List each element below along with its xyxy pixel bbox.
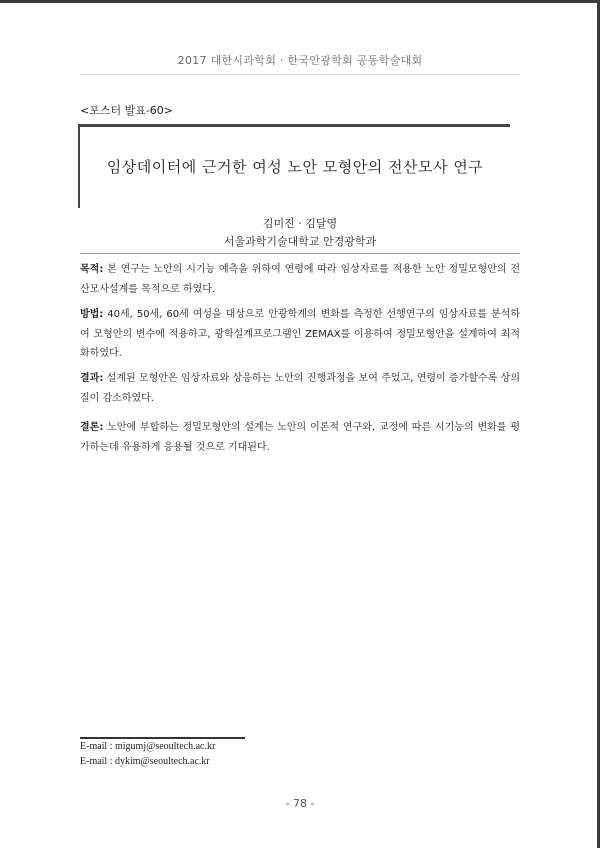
results-text: 설계된 모형안은 임상자료와 상응하는 노안의 진행과정을 보여 주었고, 연령이 증가할수록 상의 질이 감소하였다. bbox=[80, 373, 520, 404]
conclusion-heading: 결론: bbox=[80, 422, 104, 433]
author-affiliation: 서울과학기술대학교 안경광학과 bbox=[223, 235, 377, 248]
email-footnote-2: E-mail : dykim@seoultech.ac.kr bbox=[80, 756, 210, 767]
email-footnote-1: E-mail : migumj@seoultech.ac.kr bbox=[80, 741, 216, 752]
page-top-border bbox=[0, 0, 600, 3]
running-header: 2017 대한시과학회 · 한국안광학회 공동학술대회 bbox=[177, 54, 423, 67]
methods-heading: 방법: bbox=[80, 309, 104, 320]
header-divider bbox=[80, 74, 520, 75]
abstract-results bbox=[80, 369, 520, 408]
abstract-methods bbox=[80, 305, 520, 364]
abstract-conclusion bbox=[80, 418, 520, 457]
conclusion-text: 노안에 부합하는 정밀모형안의 설계는 노안의 이론적 연구와, 교정에 따른 시기능의 변화를 평가하는데 유용하게 응용될 것으로 기대된다. bbox=[80, 422, 520, 453]
footnote-divider bbox=[80, 737, 245, 739]
purpose-text: 본 연구는 노안의 시기능 예측을 위하여 연령에 따라 임상자료를 적용한 노안 정밀모형안의 전산모사설계를 목적으로 하였다. bbox=[80, 264, 520, 295]
abstract-divider bbox=[80, 253, 520, 254]
purpose-heading: 목적: bbox=[80, 264, 104, 275]
paper-title: 임상데이터에 근거한 여성 노안 모형안의 전산모사 연구 bbox=[106, 158, 484, 176]
page-number: - 78 - bbox=[285, 797, 315, 810]
author-list: 김미진 · 김달영 bbox=[262, 217, 338, 230]
methods-text: 40세, 50세, 60세 여성을 대상으로 안광학계의 변화를 측정한 선행연구의 임상자료를 분석하여 모형안의 변수에 적용하고, 광학설계프로그램인 ZEMAX를 이용하여 정밀모형안을 설계하여 최적화하였다. bbox=[80, 309, 520, 359]
results-heading: 결과: bbox=[80, 373, 104, 384]
poster-label: <포스터 발표-60> bbox=[80, 104, 174, 117]
abstract-purpose bbox=[80, 260, 520, 299]
